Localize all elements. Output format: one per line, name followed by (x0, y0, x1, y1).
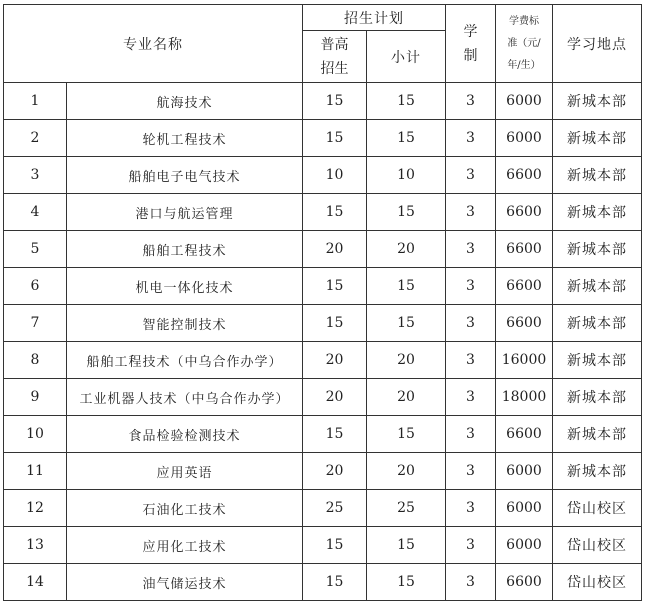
row-number: 13 (4, 527, 67, 564)
general-high-count: 25 (303, 490, 367, 527)
general-high-count: 20 (303, 379, 367, 416)
header-general-high-text: 普高 招生 (320, 36, 349, 77)
study-location: 新城本部 (553, 453, 642, 490)
row-number: 9 (4, 379, 67, 416)
tuition-fee: 6000 (496, 83, 553, 120)
header-duration (446, 5, 496, 83)
tuition-fee: 6600 (496, 194, 553, 231)
duration-years: 3 (446, 305, 496, 342)
tuition-fee: 6000 (496, 527, 553, 564)
duration-years: 3 (446, 564, 496, 601)
general-high-count: 20 (303, 231, 367, 268)
row-number: 3 (4, 157, 67, 194)
subtotal-count: 15 (367, 527, 446, 564)
tuition-fee: 6600 (496, 157, 553, 194)
study-location: 新城本部 (553, 120, 642, 157)
row-number: 5 (4, 231, 67, 268)
table-row (4, 453, 642, 490)
duration-years: 3 (446, 231, 496, 268)
row-number: 8 (4, 342, 67, 379)
general-high-count: 15 (303, 268, 367, 305)
duration-years: 3 (446, 268, 496, 305)
subtotal-count: 15 (367, 194, 446, 231)
duration-years: 3 (446, 120, 496, 157)
tuition-fee: 16000 (496, 342, 553, 379)
table-row (4, 564, 642, 601)
tuition-fee: 6600 (496, 268, 553, 305)
major-name: 轮机工程技术 (67, 120, 303, 157)
duration-years: 3 (446, 453, 496, 490)
general-high-count: 20 (303, 342, 367, 379)
general-high-count: 15 (303, 120, 367, 157)
study-location: 岱山校区 (553, 490, 642, 527)
major-name: 船舶工程技术（中乌合作办学） (67, 342, 303, 379)
tuition-fee: 6600 (496, 231, 553, 268)
study-location: 新城本部 (553, 379, 642, 416)
table-row (4, 416, 642, 453)
subtotal-count: 20 (367, 231, 446, 268)
duration-years: 3 (446, 157, 496, 194)
table-row (4, 83, 642, 120)
tuition-fee: 6000 (496, 120, 553, 157)
row-number: 7 (4, 305, 67, 342)
subtotal-count: 20 (367, 453, 446, 490)
table-row (4, 305, 642, 342)
general-high-count: 15 (303, 564, 367, 601)
tuition-fee: 6000 (496, 490, 553, 527)
header-tuition-text: 学费标 准（元/ 年/生） (507, 15, 541, 71)
row-number: 12 (4, 490, 67, 527)
row-number: 10 (4, 416, 67, 453)
duration-years: 3 (446, 83, 496, 120)
duration-years: 3 (446, 416, 496, 453)
table-row (4, 194, 642, 231)
header-tuition (496, 5, 553, 83)
subtotal-count: 20 (367, 342, 446, 379)
study-location: 新城本部 (553, 268, 642, 305)
table-row (4, 379, 642, 416)
subtotal-count: 15 (367, 564, 446, 601)
major-name: 船舶电子电气技术 (67, 157, 303, 194)
major-name: 石油化工技术 (67, 490, 303, 527)
subtotal-count: 15 (367, 416, 446, 453)
major-name: 应用英语 (67, 453, 303, 490)
table-row (4, 268, 642, 305)
duration-years: 3 (446, 194, 496, 231)
study-location: 新城本部 (553, 83, 642, 120)
table-row (4, 120, 642, 157)
major-name: 港口与航运管理 (67, 194, 303, 231)
header-duration-text: 学 制 (463, 23, 478, 64)
table-body (4, 83, 642, 601)
header-location: 学习地点 (553, 5, 642, 83)
general-high-count: 15 (303, 416, 367, 453)
enrollment-table (3, 4, 642, 601)
row-number: 4 (4, 194, 67, 231)
general-high-count: 20 (303, 453, 367, 490)
tuition-fee: 6600 (496, 564, 553, 601)
study-location: 新城本部 (553, 157, 642, 194)
table-row (4, 157, 642, 194)
general-high-count: 10 (303, 157, 367, 194)
major-name: 机电一体化技术 (67, 268, 303, 305)
major-name: 智能控制技术 (67, 305, 303, 342)
major-name: 船舶工程技术 (67, 231, 303, 268)
major-name: 航海技术 (67, 83, 303, 120)
study-location: 岱山校区 (553, 527, 642, 564)
study-location: 新城本部 (553, 194, 642, 231)
major-name: 食品检验检测技术 (67, 416, 303, 453)
table-row (4, 342, 642, 379)
duration-years: 3 (446, 342, 496, 379)
general-high-count: 15 (303, 194, 367, 231)
header-subtotal: 小计 (367, 31, 446, 83)
study-location: 新城本部 (553, 305, 642, 342)
header-general-high (303, 31, 367, 83)
row-number: 6 (4, 268, 67, 305)
row-number: 2 (4, 120, 67, 157)
subtotal-count: 25 (367, 490, 446, 527)
subtotal-count: 20 (367, 379, 446, 416)
major-name: 应用化工技术 (67, 527, 303, 564)
row-number: 14 (4, 564, 67, 601)
table-row (4, 527, 642, 564)
study-location: 新城本部 (553, 416, 642, 453)
study-location: 新城本部 (553, 342, 642, 379)
row-number: 11 (4, 453, 67, 490)
row-number: 1 (4, 83, 67, 120)
tuition-fee: 6600 (496, 305, 553, 342)
tuition-fee: 6000 (496, 453, 553, 490)
tuition-fee: 6600 (496, 416, 553, 453)
table-row (4, 490, 642, 527)
header-major-name: 专业名称 (4, 5, 303, 83)
subtotal-count: 15 (367, 83, 446, 120)
tuition-fee: 18000 (496, 379, 553, 416)
duration-years: 3 (446, 527, 496, 564)
subtotal-count: 15 (367, 305, 446, 342)
subtotal-count: 15 (367, 268, 446, 305)
major-name: 工业机器人技术（中乌合作办学） (67, 379, 303, 416)
duration-years: 3 (446, 379, 496, 416)
study-location: 岱山校区 (553, 564, 642, 601)
general-high-count: 15 (303, 83, 367, 120)
table-row (4, 231, 642, 268)
header-enrollment-plan: 招生计划 (303, 5, 446, 31)
major-name: 油气储运技术 (67, 564, 303, 601)
duration-years: 3 (446, 490, 496, 527)
subtotal-count: 10 (367, 157, 446, 194)
general-high-count: 15 (303, 527, 367, 564)
subtotal-count: 15 (367, 120, 446, 157)
general-high-count: 15 (303, 305, 367, 342)
study-location: 新城本部 (553, 231, 642, 268)
